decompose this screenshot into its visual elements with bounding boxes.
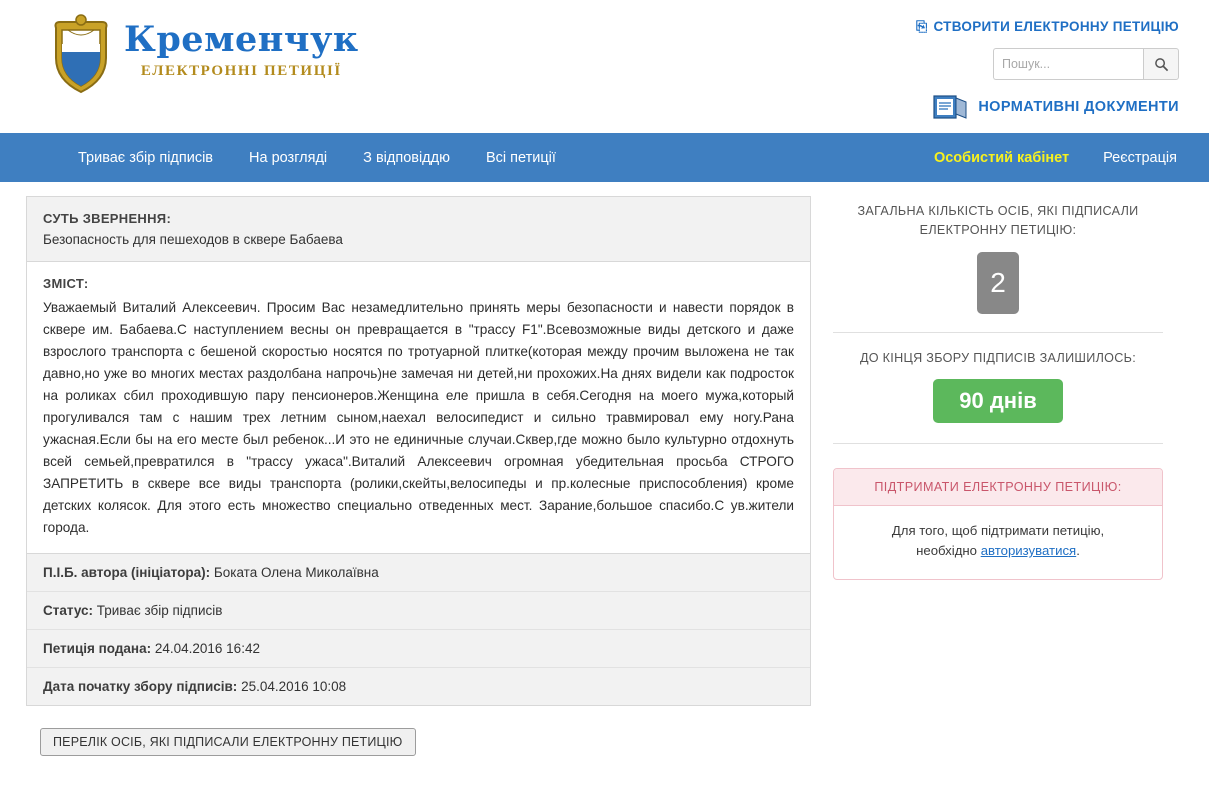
nav-item-answered[interactable]: З відповіддю: [363, 149, 450, 166]
start-label: Дата початку збору підписів:: [43, 679, 238, 695]
logo-subtitle: ЕЛЕКТРОННІ ПЕТИЦІЇ: [140, 63, 342, 79]
site-header: [0, 0, 1209, 133]
signature-count-caption: ЗАГАЛЬНА КІЛЬКІСТЬ ОСІБ, ЯКІ ПІДПИСАЛИ ЕЛЕКТРОННУ ПЕТИЦІЮ:: [857, 204, 1139, 237]
create-petition-label: СТВОРИТИ ЕЛЕКТРОННУ ПЕТИЦІЮ: [933, 19, 1179, 34]
search-input[interactable]: [993, 48, 1143, 80]
deadline-box: [833, 333, 1163, 444]
submitted-value: 24.04.2016 16:42: [154, 641, 260, 657]
nav-item-all[interactable]: Всі петиції: [485, 149, 556, 166]
content-value: Уважаемый Виталий Алексеевич. Просим Вас незамедлительно принять меры безопасности и навести порядок в сквере им. Бабаева.С наступлением весны он превращается в "трассу F1".Всевозможные виды детского и даже взрослого транспорта с бешеной скоростью носятся по тротуарной плитке(которая между прочим выложена не так давно,но уже во многих местах раздолбана напрочь)не замечая ни детей,ни прохожих.На днях видели как подросток на роликах сбил проходившую пару пенсионеров.Женщина еле пришла в себя.Сегодня на моего мужа,который прогуливался там с нашим трех летним сыном,наехал велосипедист и сильно травмировал ему ногу.Рана ужасная.Если бы на его месте был ребенок...И это не единичные случаи.Сквер,где можно было культурно отдохнуть всей семьей,превратился в "трассу ужаса".Виталий Алексеевич огромная убедительная просьба СТРОГО ЗАПРЕТИТЬ в сквере все виды транспорта (ролики,скейты,велосипеды и пр.колесные приспособления) кроме детских колясок. Для этого есть множество специально отведенных мест. Зарание,большое спасибо.С ув.жители города.: [43, 300, 794, 536]
support-card-body: [834, 506, 1162, 579]
status-label: Статус:: [43, 603, 93, 619]
nav-item-register[interactable]: Реєстрація: [1103, 149, 1177, 166]
author-label: П.І.Б. автора (ініціатора):: [43, 565, 211, 581]
petition-content-section: [27, 262, 810, 554]
search-row: [759, 48, 1179, 80]
petition-panel: [26, 196, 811, 706]
deadline-badge: 90 днів: [933, 379, 1062, 423]
nav-item-review[interactable]: На розгляді: [249, 149, 328, 166]
status-value: Триває збір підписів: [96, 603, 223, 619]
coat-of-arms-icon: [48, 14, 114, 98]
header-actions: [759, 18, 1179, 122]
petition-subject-section: [27, 197, 810, 262]
petition-column: [26, 196, 811, 756]
nav-right-group: [934, 150, 1177, 166]
support-text-line2: необхідно: [916, 543, 981, 559]
logo-title: Кременчук: [124, 19, 359, 60]
authorize-link[interactable]: авторизуватися: [980, 543, 1077, 559]
support-card: [833, 468, 1163, 580]
support-text-period: .: [1076, 543, 1080, 559]
submitted-row: [27, 630, 810, 668]
nav-left-group: [78, 150, 556, 166]
signature-count-box: [833, 196, 1163, 333]
status-row: [27, 592, 810, 630]
signature-count-badge: 2: [977, 252, 1019, 314]
start-row: [27, 668, 810, 705]
support-text-line1: Для того, щоб підтримати петицію,: [891, 522, 1105, 538]
deadline-caption: ДО КІНЦЯ ЗБОРУ ПІДПИСІВ ЗАЛИШИЛОСЬ:: [859, 350, 1137, 365]
main-navigation: [0, 133, 1209, 182]
page-content: [0, 182, 1209, 756]
docs-row[interactable]: [759, 92, 1179, 122]
subject-value: Безопасность для пешеходов в сквере Бабаева: [43, 232, 343, 247]
nav-item-account[interactable]: Особистий кабінет: [933, 149, 1070, 166]
start-value: 25.04.2016 10:08: [241, 679, 347, 695]
documents-icon: [932, 92, 968, 122]
normative-documents-link[interactable]: НОРМАТИВНІ ДОКУМЕНТИ: [978, 99, 1179, 115]
nav-item-collecting[interactable]: Триває збір підписів: [78, 149, 214, 166]
site-logo[interactable]: [48, 14, 359, 98]
sidebar-column: [833, 196, 1163, 756]
author-row: [27, 554, 810, 592]
search-box: [993, 48, 1179, 80]
search-button[interactable]: [1143, 48, 1179, 80]
content-label: ЗМІСТ:: [43, 276, 89, 291]
submitted-label: Петиція подана:: [43, 641, 152, 657]
support-card-header: ПІДТРИМАТИ ЕЛЕКТРОННУ ПЕТИЦІЮ:: [834, 469, 1162, 506]
subject-label: СУТЬ ЗВЕРНЕННЯ:: [43, 211, 172, 226]
author-value: Боката Олена Миколаївна: [213, 565, 379, 581]
search-icon: [1154, 57, 1169, 72]
create-petition-link[interactable]: [916, 18, 1179, 35]
signers-list-button[interactable]: ПЕРЕЛІК ОСІБ, ЯКІ ПІДПИСАЛИ ЕЛЕКТРОННУ ПЕТИЦІЮ: [40, 728, 416, 756]
external-link-icon: ⎘: [915, 18, 928, 34]
